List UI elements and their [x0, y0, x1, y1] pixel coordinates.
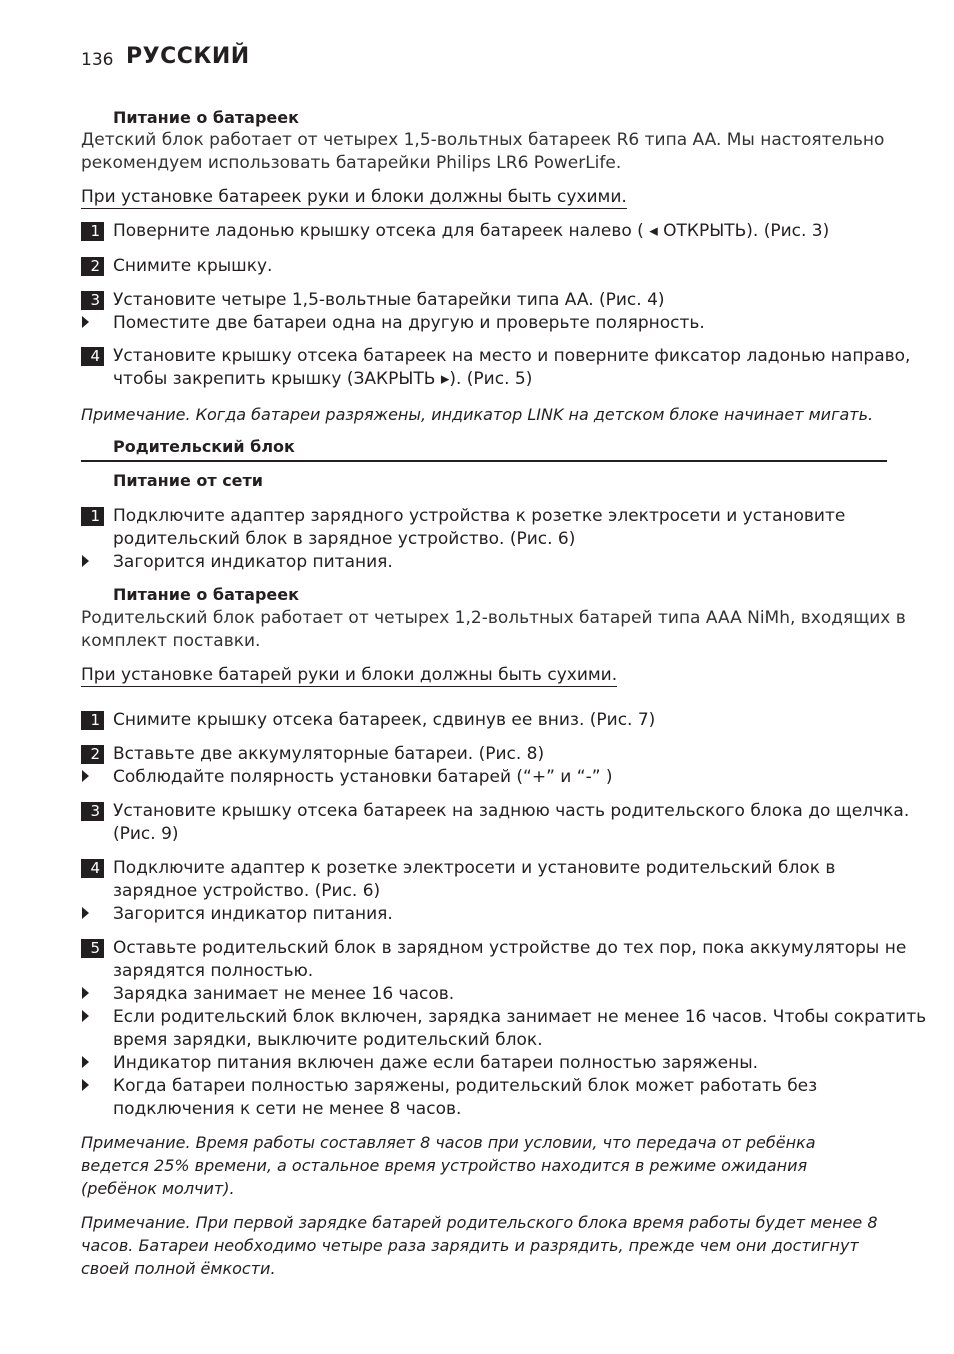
warning-text: При установке батареек руки и блоки должны быть сухими. [81, 187, 627, 207]
bullet-text: Индикатор питания включен даже если батареи полностью заряжены. [113, 1053, 759, 1073]
step-text: Поверните ладонью крышку отсека для батареек налево ( ◂ ОТКРЫТЬ). (Рис. 3) [113, 221, 830, 241]
section-heading: Питание от сети [113, 471, 264, 490]
step-text: Снимите крышку отсека батареек, сдвинув ее вниз. (Рис. 7) [113, 710, 656, 730]
step-text: Вставьте две аккумуляторные батареи. (Рис. 8) [113, 744, 545, 764]
bullet-text: Зарядка занимает не менее 16 часов. [113, 984, 455, 1004]
step-text: Установите четыре 1,5-вольтные батарейки типа AA. (Рис. 4) [113, 290, 665, 310]
bullet-icon [82, 1079, 89, 1091]
step-text: зарядятся полностью. [113, 961, 314, 981]
note-text: часов. Батареи необходимо четыре раза зарядить и разрядить, прежде чем они достигнут [81, 1236, 859, 1255]
step-number: 5 [81, 939, 104, 958]
step-number: 2 [81, 257, 104, 276]
step-text: родительский блок в зарядное устройство. (Рис. 6) [113, 529, 576, 549]
step-number: 1 [81, 711, 104, 730]
paragraph-line: Детский блок работает от четырех 1,5-вольтных батареек R6 типа AA. Мы настоятельно [81, 130, 885, 150]
note-text: ведется 25% времени, а остальное время устройство находится в режиме ожидания [81, 1156, 808, 1175]
paragraph-line: Родительский блок работает от четырех 1,2-вольтных батарей типа AAA NiMh, входящих в [81, 608, 906, 628]
bullet-text: Соблюдайте полярность установки батарей (“+” и “-” ) [113, 767, 613, 787]
bullet-text: Загорится индикатор питания. [113, 904, 393, 924]
step-number: 2 [81, 745, 104, 764]
note-text: Примечание. При первой зарядке батарей родительского блока время работы будет менее 8 [81, 1213, 878, 1232]
bullet-text: Если родительский блок включен, зарядка занимает не менее 16 часов. Чтобы сократить [113, 1007, 927, 1027]
step-number: 1 [81, 222, 104, 241]
bullet-text: Поместите две батареи одна на другую и проверьте полярность. [113, 313, 705, 333]
note-text: Примечание. Когда батареи разряжены, индикатор LINK на детском блоке начинает мигать. [81, 405, 874, 424]
bullet-text: время зарядки, выключите родительский блок. [113, 1030, 543, 1050]
bullet-icon [82, 987, 89, 999]
warning-text: При установке батарей руки и блоки должны быть сухими. [81, 665, 618, 685]
note-text: (ребёнок молчит). [81, 1179, 235, 1198]
step-text: Установите крышку отсека батареек на заднюю часть родительского блока до щелчка. [113, 801, 910, 821]
note-text: своей полной ёмкости. [81, 1259, 276, 1278]
language-title: РУССКИЙ [126, 44, 250, 69]
step-text: Подключите адаптер к розетке электросети и установите родительский блок в [113, 858, 836, 878]
bullet-text: Когда батареи полностью заряжены, родительский блок может работать без [113, 1076, 818, 1096]
step-number: 1 [81, 507, 104, 526]
bullet-text: подключения к сети не менее 8 часов. [113, 1099, 462, 1119]
bullet-icon [82, 907, 89, 919]
step-number: 3 [81, 802, 104, 821]
step-text: зарядное устройство. (Рис. 6) [113, 881, 381, 901]
bullet-icon [82, 1010, 89, 1022]
page-number: 136 [81, 50, 114, 70]
step-number: 3 [81, 291, 104, 310]
bullet-icon [82, 770, 89, 782]
step-text: Установите крышку отсека батареек на место и поверните фиксатор ладонью направо, [113, 346, 911, 366]
step-number: 4 [81, 859, 104, 878]
bullet-icon [82, 1056, 89, 1068]
section-heading: Родительский блок [113, 437, 295, 456]
bullet-text: Загорится индикатор питания. [113, 552, 393, 572]
bullet-icon [82, 555, 89, 567]
note-text: Примечание. Время работы составляет 8 часов при условии, что передача от ребёнка [81, 1133, 816, 1152]
step-text: Снимите крышку. [113, 256, 273, 276]
section-heading: Питание о батареек [113, 108, 299, 127]
paragraph-line: комплект поставки. [81, 631, 261, 651]
section-heading: Питание о батареек [113, 585, 299, 604]
paragraph-line: рекомендуем использовать батарейки Philips LR6 PowerLife. [81, 153, 622, 173]
step-number: 4 [81, 347, 104, 366]
step-text: Подключите адаптер зарядного устройства к розетке электросети и установите [113, 506, 846, 526]
step-text: чтобы закрепить крышку (ЗАКРЫТЬ ▸). (Рис. 5) [113, 369, 533, 389]
bullet-icon [82, 316, 89, 328]
step-text: (Рис. 9) [113, 824, 179, 844]
step-text: Оставьте родительский блок в зарядном устройстве до тех пор, пока аккумуляторы не [113, 938, 907, 958]
section-divider [81, 460, 887, 462]
